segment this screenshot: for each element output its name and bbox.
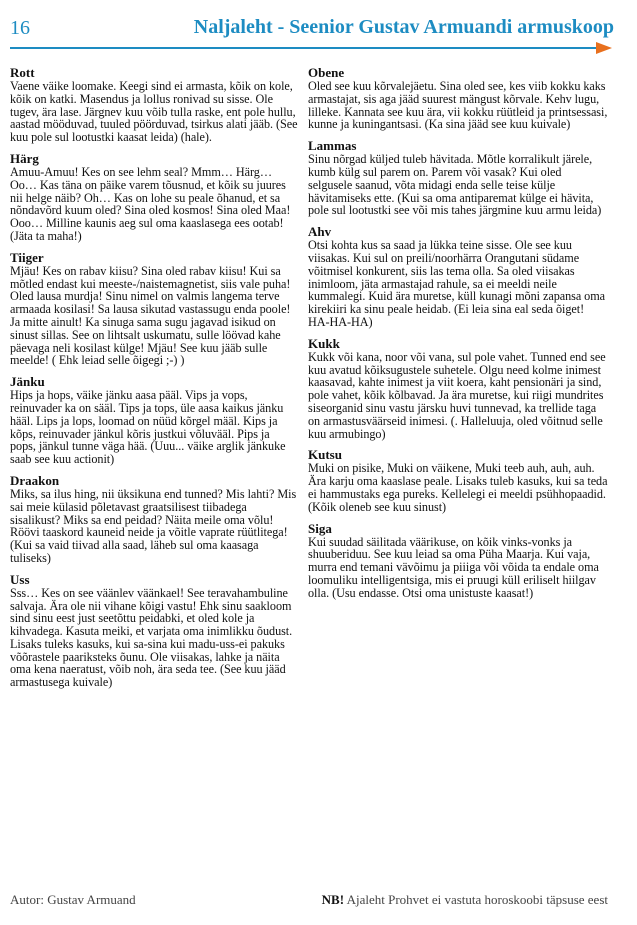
sign-draakon — [10, 474, 298, 565]
sign-tiiger — [10, 251, 298, 367]
right-column — [308, 66, 608, 608]
page-footer — [10, 892, 608, 912]
sign-title: Jänku — [10, 374, 45, 390]
sign-text: Otsi kohta kus sa saad ja lükka teine sisse. Ole see kuu viisakas. Kui sul on preili/noorhärra Orangutani südame võitmisel konkurent, siis las tema olla. Sa oled viisakas inimloom, jäta armastajad rahule, sa ei meeldi neile kummalegi. Kuid ära muretse, küll kunagi mõni zapansa oma kirekiiri ka sinu peale heidab. (Ei leia sina eal seda õiget! HA-HA-HA) — [308, 238, 606, 329]
sign-text: Kukk või kana, noor või vana, sul pole vahet. Tunned end see kuu avatud kõiksugustele suhetele. Olgu need kolme inimest kaasavad, kahte inimest ja viit koera, kaht pensionäri ja sind, pole vahet, kõik kõlbavad. Ja ära muretse, kui riigi mundrites siseorganid sinu vastu järsku huvi tunnevad, ka trellide taga on armastusväärseid inimesi. (. Halleluuja, oled võitnud selle kuu armubingo) — [308, 349, 606, 441]
footer-disclaimer-text: Ajaleht Prohvet ei vastuta horoskoobi täpsuse eest — [346, 892, 608, 907]
sign-text: Amuu-Amuu! Kes on see lehm seal? Mmm… Härg… Oo… Kas täna on päike varem tõusnud, et kõik su juures nii helge näib? Oh… Kas on lohe su peale õhanud, et sa nõndavõrd kuum oled? Sina oled kosmos! Sina oled Maa! Ooo… Milline kaunis aeg sul oma kaaslasega ees ootab! (Jäta ta maha!) — [10, 164, 291, 243]
sign-title: Siga — [308, 520, 332, 536]
sign-obene — [308, 66, 608, 131]
sign-text: Sss… Kes on see väänlev väänkael! See teravahambuline salvaja. Ära ole nii vihane kõigi vastu! Ehk sinu saakloom sind sinu eest just seetõttu peidabki, et oled kole ja kihvadega. Kasuta meiki, et varjata oma inimlikku õudust. Lisaks tuleks kasuks, kui sa-sina kui madu-uss-ei pakuks võõrastele paariksteks õunu. Ole viisakas, lahke ja näita oma kena naeratust, võib noh, ära seda tee. (See kuu jääd armastusega kuivale) — [10, 585, 293, 690]
sign-kutsu — [308, 448, 608, 513]
header-rule — [0, 38, 637, 62]
sign-ahv — [308, 225, 608, 329]
sign-title: Uss — [10, 571, 30, 587]
sign-title: Ahv — [308, 224, 332, 240]
sign-title: Kukk — [308, 335, 340, 351]
sign-janku — [10, 375, 298, 466]
sign-text: Kui suudad säilitada väärikuse, on kõik vinks-vonks ja shuuberiduu. See kuu leiad sa oma Püha Maarja. Kui vaja, murra end temani vävõimu ja piiiga või võida ta endale oma loomuliku intelligentsiga, mis ei pruugi küll eriliselt hiilgav olla. (Usu endasse. Otsi oma unistuste kaasat!) — [308, 534, 599, 600]
sign-siga — [308, 522, 608, 600]
sign-kukk — [308, 337, 608, 441]
sign-title: Tiiger — [10, 249, 44, 265]
sign-text: Vaene väike loomake. Keegi sind ei armasta, kõik on kole, kõik on katki. Masendus ja lollus ronivad su sisse. Ole tugev, ära lase. Järgnev kuu võib tulla raske, ent pole hullu, aastad mööduvad, tuuled pöörduvad, tsirkus alati jääb. (See kuu pole sul lootustki kaasat leida) (hale). — [10, 79, 298, 145]
sign-title: Draakon — [10, 472, 60, 488]
sign-text: Hips ja hops, väike jänku aasa pääl. Vips ja vops, reinuvader ka on sääl. Tips ja tops, üle aasa kaikus jänku hääl. Lips ja lops, loomad on nüüd kõrgel määl. Kips ja kõps, reinuvader jänkul kõris justkui võluvääl. Pips ja pops, jänkul tunne väga hää. (Uuu... väike arglik jänkuke saab see kuu actionit) — [10, 388, 286, 467]
footer-nb-label: NB! — [321, 892, 345, 907]
footer-disclaimer — [322, 892, 608, 908]
sign-title: Lammas — [308, 138, 357, 154]
left-column — [10, 66, 298, 697]
sign-lammas — [308, 139, 608, 217]
sign-title: Obene — [308, 65, 345, 80]
sign-text: Oled see kuu kõrvalejäetu. Sina oled see, kes viib kokku kaks armastajat, sis aga jääd suurest mängust kõrvale. Kehv lugu, lilleke. Kannata see kuu ära, vii kokku rüütleid ja printsessasi, kunne ja kuningantsasi. (Ka sina jääd see kuu kuivale) — [308, 79, 608, 132]
sign-text: Mjäu! Kes on rabav kiisu? Sina oled rabav kiisu! Kui sa mõtled endast kui meeste-/naistemagnetist, siis vale puha! Oled lausa murdja! Sinu nimel on valmis langema terve armaada kosilasi! Sa lausa sikutad vastassugu enda poole! Ja mitte ainult! Ka sinuga sama sugu jagavad isikud on sinust sillas. See on lihtsalt uskumatu, sulle löövad kahe päevaga neli kosilast külge! Mjäu! See kuu jääb sulle meelde! ( Ehk leiad selle õigegi ;-) ) — [10, 263, 291, 368]
sign-title: Kutsu — [308, 447, 342, 463]
sign-harg — [10, 152, 298, 243]
page-number: 16 — [10, 17, 30, 39]
sign-text: Miks, sa ilus hing, nii üksikuna end tunned? Mis lahti? Mis sai meie külasid põletavast graatsilisest tiibadega sisalikust? Miks sa end peidad? Näita meile oma võlu! Röövi taaskord kauneid neide ja võitle vaprate rüütlitega! (Kui sa vaid tiivad alla saad, läheb sul oma kaasaga tuliseks) — [10, 486, 297, 565]
page-header — [0, 0, 637, 62]
sign-rott — [10, 66, 298, 144]
header-arrow-icon — [596, 42, 612, 54]
page-title: Naljaleht - Seenior Gustav Armuandi armuskoop — [193, 16, 614, 38]
sign-text: Muki on pisike, Muki on väikene, Muki teeb auh, auh, auh. Ära karju oma kaaslase peale. Lisaks tuleb kasuks, kui sa teda ei hammustaks ega pureks. Kellelegi ei meeldi psühhopaadid. (Kõik oleneb see kuu sinust) — [308, 461, 608, 514]
sign-text: Sinu nõrgad küljed tuleb hävitada. Mõtle korralikult järele, kumb külg sul parem on. Parem või vasak? Kui oled selgusele saanud, võta midagi enda selle teise külje hävitamiseks ette. (Kui sa oma antiparemat külge ei hävita, pole sul lootustki see või mis tahes järgmine kuu armu leida) — [308, 152, 602, 218]
sign-uss — [10, 573, 298, 689]
sign-title: Härg — [10, 150, 39, 166]
sign-title: Rott — [10, 65, 35, 80]
footer-author: Autor: Gustav Armuand — [10, 892, 136, 907]
